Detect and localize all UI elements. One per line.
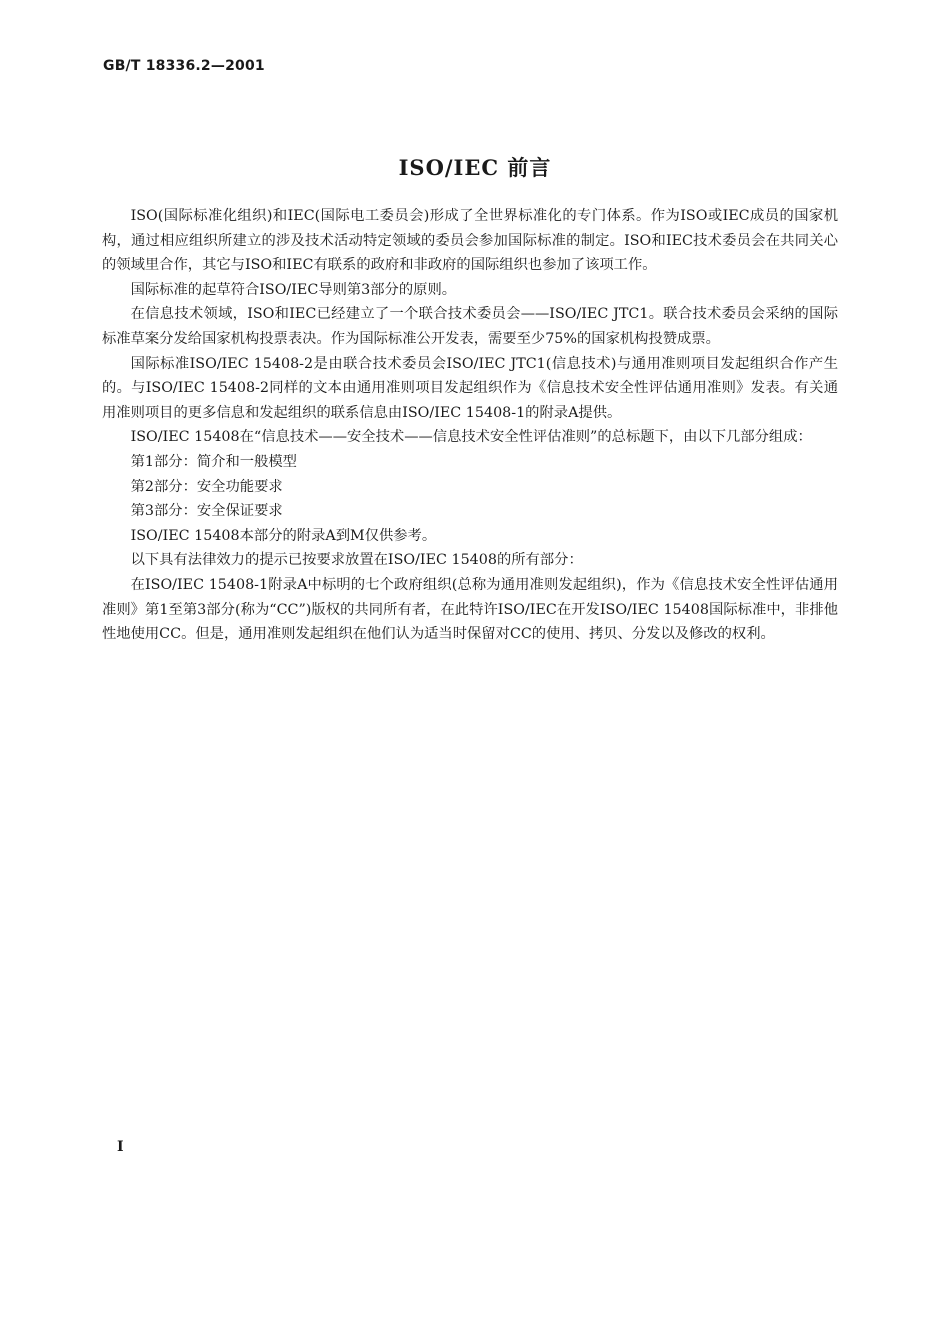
paragraph-15408-2-origin: 国际标准ISO/IEC 15408-2是由联合技术委员会ISO/IEC JTC1(信息技术)与通用准则项目发起组织合作产生的。与ISO/IEC 15408-2同样的文本由通用准则项目发起组织作为《信息技术安全性评估通用准则》发表。有关通用准则项目的更多信息和发起组织的联系信息由ISO/IEC 15408-1的附录A提供。 (102, 355, 838, 421)
paragraph-parts-intro: ISO/IEC 15408在“信息技术——安全技术——信息技术安全性评估准则”的总标题下，由以下几部分组成： (130, 429, 812, 446)
standard-code-header: GB/T 18336.2—2001 (103, 58, 265, 74)
paragraph-iso-iec-intro: ISO(国际标准化组织)和IEC(国际电工委员会)形成了全世界标准化的专门体系。作为ISO或IEC成员的国家机构，通过相应组织所建立的涉及技术活动特定领域的委员会参加国际标准的制定。ISO和IEC技术委员会在共同关心的领域里合作，其它与ISO和IEC有联系的政府和非政府的国际组织也参加了该项工作。 (102, 208, 838, 274)
paragraph-legal-notice-intro: 以下具有法律效力的提示已按要求放置在ISO/IEC 15408的所有部分： (130, 552, 583, 569)
paragraph-jtc1: 在信息技术领域，ISO和IEC已经建立了一个联合技术委员会——ISO/IEC JTC1。联合技术委员会采纳的国际标准草案分发给国家机构投票表决。作为国际标准公开发表，需要至少75%的国家机构投赞成票。 (102, 306, 838, 347)
page-title: ISO/IEC 前言 (398, 155, 552, 180)
page-number: I (117, 1139, 124, 1155)
foreword-body (102, 204, 838, 647)
list-item-part-1: 第1部分：简介和一般模型 (130, 453, 297, 470)
paragraph-drafting-rules: 国际标准的起草符合ISO/IEC导则第3部分的原则。 (130, 281, 457, 298)
list-item-part-2: 第2部分：安全功能要求 (130, 478, 283, 495)
paragraph-annexes: ISO/IEC 15408本部分的附录A到M仅供参考。 (130, 527, 437, 544)
list-item-part-3: 第3部分：安全保证要求 (130, 503, 283, 520)
paragraph-legal-notice: 在ISO/IEC 15408-1附录A中标明的七个政府组织(总称为通用准则发起组织)，作为《信息技术安全性评估通用准则》第1至第3部分(称为“CC”)版权的共同所有者，在此特许ISO/IEC在开发ISO/IEC 15408国际标准中，非排他性地使用CC。但是，通用准则发起组织在他们认为适当时保留对CC的使用、拷贝、分发以及修改的权利。 (102, 576, 838, 643)
